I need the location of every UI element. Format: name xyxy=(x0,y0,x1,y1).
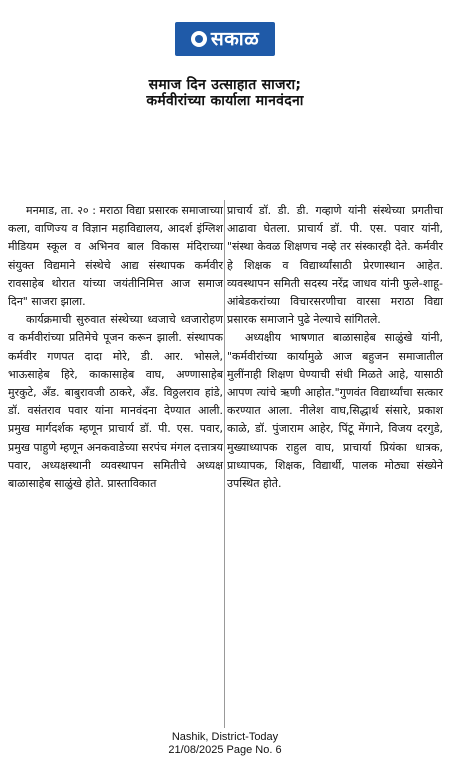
article-column-right xyxy=(227,202,443,493)
article-headline xyxy=(0,78,450,109)
newspaper-logo xyxy=(175,22,275,56)
article-paragraph: प्राचार्य डॉ. डी. डी. गव्हाणे यांनी संस्थेच्या प्रगतीचा आढावा घेतला. प्राचार्य डॉ. पी. एस. पवार यांनी, "संस्था केवळ शिक्षणच नव्हे तर संस्कारही देते. कर्मवीर हे शिक्षक व विद्यार्थ्यांसाठी प्रेरणास्थान आहेत. व्यवस्थापन समिती सदस्य नरेंद्र जाधव यांनी फुले-शाहू-आंबेडकरांच्या विचारसरणीचा वारसा मराठा विद्या प्रसारक समाजाने पुढे नेल्याचे सांगितले. xyxy=(227,204,443,327)
footer-edition: Nashik, District-Today xyxy=(171,731,279,743)
page-footer xyxy=(0,731,450,757)
headline-line-2: कर्मवीरांच्या कार्याला मानवंदना xyxy=(146,92,304,109)
article-paragraph: अध्यक्षीय भाषणात बाळासाहेब साळुंखे यांनी, "कर्मवीरांच्या कार्यामुळे आज बहुजन समाजातील मुलींनाही शिक्षण घेण्याची संधी मिळते आहे, यासाठी आपण त्यांचे ऋणी आहोत."गुणवंत विद्यार्थ्यांचा सत्कार करण्यात आला. नीलेश वाघ,सिद्धार्थ संसारे, प्रकाश काळे, डॉ. पुंजाराम आहेर, पिंटू मेंगाने, विजय दरगुडे, मुख्याध्यापक राहुल वाघ, प्राचार्या प्रियंका धात्रक, प्राध्यापक, शिक्षक, विद्यार्थी, पालक मोठ्या संख्येने उपस्थित होते. xyxy=(227,331,443,491)
article-paragraph: कार्यक्रमाची सुरुवात संस्थेच्या ध्वजाचे ध्वजारोहण व कर्मवीरांच्या प्रतिमेचे पूजन करून झाली. संस्थापक कर्मवीर गणपत दादा मोरे, डी. आर. भोसले, भाऊसाहेब हिरे, काकासाहेब वाघ, अण्णासाहेब मुरकुटे, अँड. बाबुरावजी ठाकरे, अँड. विठ्ठलराव हांडे, डॉ. वसंतराव पवार यांना मानवंदना देण्यात आली. प्रमुख मार्गदर्शक म्हणून प्राचार्य डॉ. पी. एस. पवार, प्रमुख पाहुणे म्हणून अनकवाडेच्या सरपंच मंगल दत्तात्रय पवार, अध्यक्षस्थानी व्यवस्थापन समितीचे अध्यक्ष बाळासाहेब साळुंखे होते. प्रास्ताविकात xyxy=(8,313,223,491)
logo-text: सकाळ xyxy=(210,27,260,50)
headline-line-1: समाज दिन उत्साहात साजरा; xyxy=(148,77,302,93)
article-column-left xyxy=(8,202,223,493)
column-divider xyxy=(224,200,225,728)
sun-emblem-icon xyxy=(191,31,207,47)
footer-date-page: 21/08/2025 Page No. 6 xyxy=(168,744,282,756)
article-paragraph: मनमाड, ता. २० : मराठा विद्या प्रसारक समाजाच्या कला, वाणिज्य व विज्ञान महाविद्यालय, आदर्श इंग्लिश मीडियम स्कूल व अभिनव बाल विकास मंदिराच्या संयुक्त विद्यमाने संस्थेचे आद्य संस्थापक कर्मवीर रावसाहेब थोरात यांच्या जयंतीनिमित्त आज समाज दिन" साजरा झाला. xyxy=(8,204,223,309)
